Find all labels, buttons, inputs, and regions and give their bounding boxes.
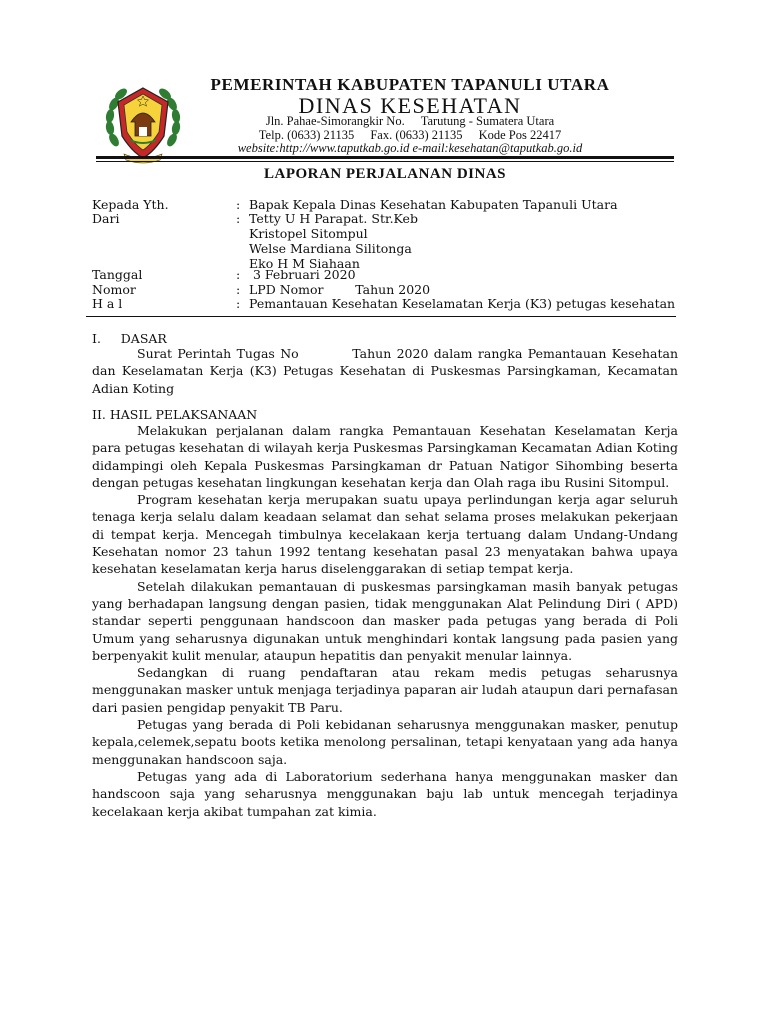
letterhead-divider-thick <box>96 156 674 159</box>
field-label: Tanggal <box>92 267 143 282</box>
field-value: Tetty U H Parapat. Str.Keb <box>249 211 418 226</box>
letterhead-divider-thin <box>96 161 674 162</box>
section-hasil-body <box>92 422 678 820</box>
letterhead-address-line <box>190 114 630 129</box>
section-dasar-body <box>92 345 682 397</box>
field-value: Bapak Kepala Dinas Kesehatan Kabupaten Tapanuli Utara <box>249 197 618 212</box>
field-colon: : <box>236 282 241 297</box>
header-divider <box>86 316 676 317</box>
paragraph: Sedangkan di ruang pendaftaran atau rekam medis petugas seharusnya menggunakan masker untuk menjaga terjadinya paparan air ludah ataupun dari pernafasan dari pasien pengidap penyakit TB Paru. <box>92 665 678 715</box>
field-colon: : <box>236 296 241 311</box>
paragraph: Program kesehatan kerja merupakan suatu upaya perlindungan kerja agar seluruh tenaga kerja selalu dalam keadaan selamat dan sehat selama proses melakukan pekerjaan di tempat kerja. Mencegah timbulnya kecelakaan kerja tertuang dalam Undang-Undang Kesehatan nomor 23 tahun 1992 tentang kesehatan pasal 23 menyatakan bahwa upaya kesehatan keselamatan kerja harus diselenggarakan di setiap tempat kerja. <box>92 492 678 577</box>
letterhead-address: Jln. Pahae-Simorangkir No. <box>265 114 405 128</box>
field-value: Pemantauan Kesehatan Keselamatan Kerja (K3) petugas kesehatan <box>249 296 676 311</box>
field-value: Kristopel Sitompul <box>249 226 368 241</box>
field-value: LPD Nomor Tahun 2020 <box>249 282 431 297</box>
paragraph: Petugas yang ada di Laboratorium sederhana hanya menggunakan masker dan handscoon saja yang seharusnya menggunakan baju lab untuk mencegah terjadinya kecelakaan kerja akibat tumpahan zat kimia. <box>92 768 678 819</box>
letterhead-web: website:http://www.taputkab.go.id e-mail:kesehatan@taputkab.go.id <box>237 141 583 155</box>
paragraph: Setelah dilakukan pemantauan di puskesmas parsingkaman masih banyak petugas yang berhadapan langsung dengan pasien, tidak menggunakan Alat Pelindung Diri ( APD) standar seperti penggunaan handscoon dan masker pada petugas yang berada di Poli Umum yang seharusnya digunakan untuk menghindari kontak langsung pada pasien yang berpenyakit kulit menular, ataupun hepatitis dan penyakit menular lainnya. <box>92 578 678 663</box>
field-colon: : <box>236 197 241 212</box>
paragraph: Petugas yang berada di Poli kebidanan seharusnya menggunakan masker, penutup kepala,celemek,sepatu boots ketika menolong persalinan, tetapi kenyataan yang ada hanya menggunakan handscoon saja. <box>92 717 678 767</box>
field-colon: : <box>236 211 241 226</box>
paragraph: Surat Perintah Tugas No Tahun 2020 dalam rangka Pemantauan Kesehatan dan Keselamatan Kerja (K3) Petugas Kesehatan di Puskesmas Parsingkaman, Kecamatan Adian Koting <box>92 346 682 396</box>
letterhead-fax: Fax. (0633) 21135 <box>370 128 463 142</box>
field-label: Dari <box>92 211 120 226</box>
section-hasil-heading: II. HASIL PELAKSANAAN <box>92 407 258 422</box>
section-dasar-heading: I. DASAR <box>92 331 167 346</box>
field-value: Eko H M Siahaan <box>249 256 360 271</box>
field-value: 3 Februari 2020 <box>249 267 356 282</box>
field-label: Kepada Yth. <box>92 197 169 212</box>
letterhead-city: Tarutung - Sumatera Utara <box>420 114 555 128</box>
field-label: Nomor <box>92 282 136 297</box>
letterhead-agency: DINAS KESEHATAN <box>298 93 522 118</box>
paragraph: Melakukan perjalanan dalam rangka Pemantauan Kesehatan Keselamatan Kerja para petugas kesehatan di wilayah kerja Puskesmas Parsingkaman Kecamatan Adian Koting didampingi oleh Kepala Puskesmas Parsingkaman dr Patuan Natigor Sihombing beserta dengan petugas kesehatan lingkungan kesehatan kerja dan Olah raga ibu Rusini Sitompul. <box>92 423 678 490</box>
field-label: H a l <box>92 296 123 311</box>
field-colon: : <box>236 267 241 282</box>
regency-crest-emblem-icon <box>104 80 182 164</box>
document-title: LAPORAN PERJALANAN DINAS <box>263 166 506 182</box>
letterhead-phone: Telp. (0633) 21135 <box>258 128 355 142</box>
letterhead-government: PEMERINTAH KABUPATEN TAPANULI UTARA <box>210 75 610 94</box>
field-value: Welse Mardiana Silitonga <box>249 241 412 256</box>
letterhead-postcode: Kode Pos 22417 <box>478 128 562 142</box>
